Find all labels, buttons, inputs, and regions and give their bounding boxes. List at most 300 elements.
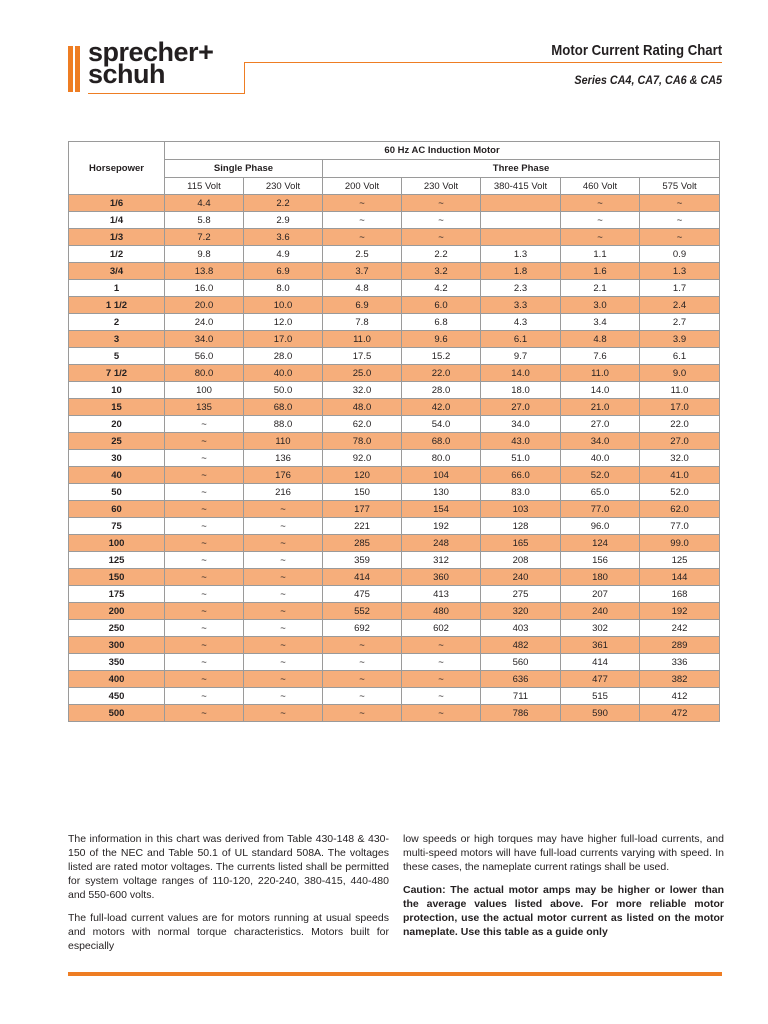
horsepower-cell: 1/3 (69, 229, 165, 246)
current-value-cell: 6.0 (402, 297, 481, 314)
current-value-cell: 20.0 (165, 297, 244, 314)
current-value-cell: 2.2 (402, 246, 481, 263)
current-value-cell: ~ (323, 212, 402, 229)
current-value-cell: 475 (323, 586, 402, 603)
current-value-cell: 6.8 (402, 314, 481, 331)
current-value-cell: 3.4 (561, 314, 640, 331)
table-row (69, 263, 720, 280)
current-value-cell: 50.0 (244, 382, 323, 399)
current-value-cell: 3.0 (561, 297, 640, 314)
current-value-cell: 8.0 (244, 280, 323, 297)
table-row (69, 399, 720, 416)
current-value-cell: 28.0 (244, 348, 323, 365)
current-value-cell: 66.0 (481, 467, 561, 484)
horsepower-cell: 1 1/2 (69, 297, 165, 314)
three-phase-header: Three Phase (323, 160, 720, 178)
current-value-cell: 34.0 (165, 331, 244, 348)
current-value-cell: 6.1 (640, 348, 720, 365)
current-value-cell: 3.9 (640, 331, 720, 348)
horsepower-cell: 3/4 (69, 263, 165, 280)
horsepower-cell: 7 1/2 (69, 365, 165, 382)
current-value-cell: 28.0 (402, 382, 481, 399)
horsepower-cell: 150 (69, 569, 165, 586)
current-value-cell: 6.9 (244, 263, 323, 280)
current-value-cell: 2.4 (640, 297, 720, 314)
current-value-cell: 43.0 (481, 433, 561, 450)
table-row (69, 569, 720, 586)
current-value-cell: 80.0 (402, 450, 481, 467)
current-value-cell: ~ (561, 195, 640, 212)
current-value-cell: 4.3 (481, 314, 561, 331)
current-value-cell: ~ (244, 518, 323, 535)
horsepower-cell: 5 (69, 348, 165, 365)
current-value-cell: 78.0 (323, 433, 402, 450)
current-value-cell: 11.0 (323, 331, 402, 348)
current-value-cell: 312 (402, 552, 481, 569)
current-value-cell: 1.6 (561, 263, 640, 280)
voltage-header-cell: 230 Volt (244, 178, 323, 195)
table-row (69, 501, 720, 518)
current-value-cell: 100 (165, 382, 244, 399)
horsepower-cell: 1 (69, 280, 165, 297)
footer-rule (68, 972, 722, 976)
current-value-cell: 2.7 (640, 314, 720, 331)
current-value-cell: 144 (640, 569, 720, 586)
table-row (69, 586, 720, 603)
current-value-cell: 302 (561, 620, 640, 637)
current-value-cell: ~ (244, 501, 323, 518)
current-value-cell: 68.0 (244, 399, 323, 416)
current-value-cell: ~ (402, 637, 481, 654)
current-value-cell: 92.0 (323, 450, 402, 467)
current-value-cell: 11.0 (561, 365, 640, 382)
horsepower-cell: 100 (69, 535, 165, 552)
note-paragraph-1: The information in this chart was derived from Table 430-148 & 430-150 of the NEC and Table 50.1 of UL standard 508A. The voltages listed are rated motor voltages. The currents listed shall be permitted for system voltage ranges of 110-120, 220-240, 380-415, 440-480 and 550-600 volts. (68, 833, 389, 901)
table-row (69, 637, 720, 654)
current-value-cell: 6.9 (323, 297, 402, 314)
horsepower-cell: 3 (69, 331, 165, 348)
horsepower-cell: 20 (69, 416, 165, 433)
current-value-cell: 602 (402, 620, 481, 637)
current-value-cell: 24.0 (165, 314, 244, 331)
current-value-cell: 3.6 (244, 229, 323, 246)
current-value-cell: 177 (323, 501, 402, 518)
current-value-cell: 103 (481, 501, 561, 518)
table-row (69, 433, 720, 450)
table-row (69, 518, 720, 535)
current-value-cell: 77.0 (640, 518, 720, 535)
current-value-cell: 17.0 (244, 331, 323, 348)
current-value-cell: 552 (323, 603, 402, 620)
current-value-cell: ~ (165, 586, 244, 603)
group-header: 60 Hz AC Induction Motor (165, 142, 720, 160)
current-value-cell: 414 (561, 654, 640, 671)
notes-left-column (68, 832, 389, 962)
current-value-cell: 336 (640, 654, 720, 671)
current-value-cell: 480 (402, 603, 481, 620)
current-value-cell: 2.1 (561, 280, 640, 297)
table-row (69, 654, 720, 671)
horsepower-cell: 350 (69, 654, 165, 671)
current-value-cell: 0.9 (640, 246, 720, 263)
current-value-cell: 1.3 (481, 246, 561, 263)
current-value-cell: 5.8 (165, 212, 244, 229)
current-value-cell: 7.8 (323, 314, 402, 331)
current-value-cell: 77.0 (561, 501, 640, 518)
horsepower-cell: 300 (69, 637, 165, 654)
current-value-cell: 382 (640, 671, 720, 688)
current-value-cell: 240 (481, 569, 561, 586)
horsepower-cell: 200 (69, 603, 165, 620)
current-value-cell: 9.0 (640, 365, 720, 382)
current-value-cell: 359 (323, 552, 402, 569)
current-value-cell: 360 (402, 569, 481, 586)
current-value-cell: ~ (165, 467, 244, 484)
current-value-cell: 48.0 (323, 399, 402, 416)
current-value-cell: ~ (323, 637, 402, 654)
current-value-cell: ~ (244, 586, 323, 603)
current-value-cell: ~ (323, 654, 402, 671)
current-value-cell: 9.6 (402, 331, 481, 348)
current-value-cell: 472 (640, 705, 720, 722)
current-value-cell: 4.8 (323, 280, 402, 297)
table-row (69, 348, 720, 365)
current-value-cell: 165 (481, 535, 561, 552)
current-value-cell: 2.9 (244, 212, 323, 229)
horsepower-cell: 25 (69, 433, 165, 450)
table-row (69, 212, 720, 229)
current-value-cell: 154 (402, 501, 481, 518)
current-value-cell: 7.2 (165, 229, 244, 246)
current-value-cell: 6.1 (481, 331, 561, 348)
current-value-cell: 11.0 (640, 382, 720, 399)
current-value-cell: ~ (244, 654, 323, 671)
current-value-cell: 786 (481, 705, 561, 722)
current-value-cell: ~ (165, 654, 244, 671)
current-value-cell: 477 (561, 671, 640, 688)
horsepower-cell: 250 (69, 620, 165, 637)
current-value-cell: ~ (323, 688, 402, 705)
current-value-cell: 4.4 (165, 195, 244, 212)
current-value-cell: 414 (323, 569, 402, 586)
current-value-cell: 3.3 (481, 297, 561, 314)
current-value-cell: ~ (165, 705, 244, 722)
current-value-cell: 80.0 (165, 365, 244, 382)
current-value-cell: 40.0 (244, 365, 323, 382)
horsepower-cell: 1/4 (69, 212, 165, 229)
current-value-cell: 32.0 (640, 450, 720, 467)
horsepower-cell: 60 (69, 501, 165, 518)
header-rule-lower (88, 93, 244, 94)
current-value-cell: ~ (323, 671, 402, 688)
current-value-cell: 14.0 (561, 382, 640, 399)
table-row (69, 246, 720, 263)
current-value-cell: 135 (165, 399, 244, 416)
current-value-cell: ~ (165, 569, 244, 586)
current-value-cell: 3.7 (323, 263, 402, 280)
current-value-cell: 62.0 (640, 501, 720, 518)
current-value-cell: ~ (402, 229, 481, 246)
horsepower-cell: 75 (69, 518, 165, 535)
horsepower-cell: 30 (69, 450, 165, 467)
horsepower-cell: 15 (69, 399, 165, 416)
current-value-cell: 136 (244, 450, 323, 467)
current-value-cell: ~ (244, 569, 323, 586)
current-value-cell: 27.0 (640, 433, 720, 450)
current-value-cell: 207 (561, 586, 640, 603)
current-value-cell: 1.8 (481, 263, 561, 280)
current-value-cell: 216 (244, 484, 323, 501)
current-value-cell: 413 (402, 586, 481, 603)
table-row (69, 450, 720, 467)
current-value-cell: 56.0 (165, 348, 244, 365)
table-row (69, 620, 720, 637)
note-paragraph-2: The full-load current values are for motors running at usual speeds and motors with normal torque characteristics. Motors built for especially (68, 912, 389, 952)
table-row (69, 331, 720, 348)
current-value-cell: ~ (640, 212, 720, 229)
horsepower-cell: 1/6 (69, 195, 165, 212)
current-value-cell: ~ (402, 195, 481, 212)
current-value-cell: 62.0 (323, 416, 402, 433)
logo-mark (68, 46, 82, 92)
current-value-cell: 120 (323, 467, 402, 484)
current-value-cell: 285 (323, 535, 402, 552)
table-row (69, 603, 720, 620)
current-value-cell: 27.0 (481, 399, 561, 416)
current-value-cell: 128 (481, 518, 561, 535)
current-value-cell: ~ (244, 552, 323, 569)
note-paragraph-3: low speeds or high torques may have higher full-load currents, and multi-speed motors will have full-load currents varying with speed. In these cases, the nameplate current ratings shall be used. (403, 833, 724, 873)
current-value-cell: 22.0 (402, 365, 481, 382)
table-row (69, 297, 720, 314)
current-value-cell: 25.0 (323, 365, 402, 382)
current-value-cell: ~ (244, 603, 323, 620)
current-value-cell: 208 (481, 552, 561, 569)
current-value-cell: 4.8 (561, 331, 640, 348)
table-row (69, 416, 720, 433)
table-row (69, 314, 720, 331)
current-value-cell: ~ (165, 671, 244, 688)
current-value-cell: 14.0 (481, 365, 561, 382)
current-value-cell: 124 (561, 535, 640, 552)
current-value-cell: 192 (402, 518, 481, 535)
current-value-cell: 2.2 (244, 195, 323, 212)
current-value-cell: 361 (561, 637, 640, 654)
voltage-header-row (69, 178, 720, 195)
current-value-cell: ~ (165, 535, 244, 552)
horsepower-cell: 175 (69, 586, 165, 603)
current-value-cell: 636 (481, 671, 561, 688)
current-value-cell: ~ (165, 501, 244, 518)
table-body (69, 195, 720, 722)
current-value-cell: 125 (640, 552, 720, 569)
current-value-cell: 130 (402, 484, 481, 501)
current-value-cell: 4.2 (402, 280, 481, 297)
horsepower-cell: 500 (69, 705, 165, 722)
table-row (69, 229, 720, 246)
current-value-cell: 12.0 (244, 314, 323, 331)
current-value-cell: ~ (323, 195, 402, 212)
current-value-cell: 156 (561, 552, 640, 569)
page-title: Motor Current Rating Chart (551, 42, 722, 59)
voltage-header-cell: 230 Volt (402, 178, 481, 195)
current-value-cell: ~ (323, 705, 402, 722)
current-value-cell: 176 (244, 467, 323, 484)
horsepower-cell: 40 (69, 467, 165, 484)
voltage-header-cell: 380-415 Volt (481, 178, 561, 195)
current-value-cell: 192 (640, 603, 720, 620)
table-row (69, 552, 720, 569)
current-value-cell: 65.0 (561, 484, 640, 501)
current-value-cell: 590 (561, 705, 640, 722)
current-value-cell: 40.0 (561, 450, 640, 467)
current-value-cell: 248 (402, 535, 481, 552)
current-value-cell: ~ (165, 688, 244, 705)
voltage-header-cell: 460 Volt (561, 178, 640, 195)
current-value-cell: 16.0 (165, 280, 244, 297)
notes-right-column (403, 832, 724, 948)
current-value-cell: 17.5 (323, 348, 402, 365)
caution-note: Caution: The actual motor amps may be higher or lower than the average values listed above. For more reliable motor protection, use the actual motor current as listed on the motor nameplate. Use this table as a guide only (403, 884, 724, 938)
current-value-cell: ~ (244, 620, 323, 637)
current-value-cell: 68.0 (402, 433, 481, 450)
current-value-cell: ~ (165, 552, 244, 569)
current-value-cell: 9.7 (481, 348, 561, 365)
current-value-cell: 110 (244, 433, 323, 450)
table-row (69, 195, 720, 212)
current-value-cell: 221 (323, 518, 402, 535)
current-value-cell: ~ (402, 671, 481, 688)
current-value-cell: 240 (561, 603, 640, 620)
current-value-cell: 41.0 (640, 467, 720, 484)
horsepower-cell: 10 (69, 382, 165, 399)
current-value-cell: ~ (244, 705, 323, 722)
current-value-cell: 99.0 (640, 535, 720, 552)
current-value-cell: 88.0 (244, 416, 323, 433)
voltage-header-cell: 575 Volt (640, 178, 720, 195)
table-row (69, 280, 720, 297)
current-value-cell: 2.3 (481, 280, 561, 297)
brand-logo (88, 37, 214, 89)
horsepower-cell: 125 (69, 552, 165, 569)
current-value-cell: ~ (561, 229, 640, 246)
current-value-cell: ~ (640, 195, 720, 212)
current-value-cell: 560 (481, 654, 561, 671)
current-value-cell: 168 (640, 586, 720, 603)
current-value-cell: ~ (165, 484, 244, 501)
current-value-cell: ~ (323, 229, 402, 246)
current-value-cell: 51.0 (481, 450, 561, 467)
current-value-cell: 17.0 (640, 399, 720, 416)
current-value-cell: 242 (640, 620, 720, 637)
current-value-cell: 275 (481, 586, 561, 603)
current-value-cell: 34.0 (561, 433, 640, 450)
current-value-cell: ~ (165, 518, 244, 535)
current-value-cell: 21.0 (561, 399, 640, 416)
current-value-cell: 22.0 (640, 416, 720, 433)
current-value-cell: 32.0 (323, 382, 402, 399)
current-value-cell: 13.8 (165, 263, 244, 280)
current-value-cell: 3.2 (402, 263, 481, 280)
current-value-cell: ~ (402, 212, 481, 229)
current-value-cell (481, 229, 561, 246)
current-value-cell: ~ (244, 535, 323, 552)
current-value-cell: ~ (402, 688, 481, 705)
current-value-cell: 1.1 (561, 246, 640, 263)
current-value-cell: 289 (640, 637, 720, 654)
current-value-cell: ~ (244, 688, 323, 705)
current-value-cell: ~ (165, 450, 244, 467)
current-value-cell: 320 (481, 603, 561, 620)
brand-logo-line2: schuh (88, 59, 166, 89)
current-value-cell: 27.0 (561, 416, 640, 433)
table-row (69, 535, 720, 552)
motor-current-table (68, 141, 720, 722)
current-value-cell (481, 195, 561, 212)
current-value-cell: 42.0 (402, 399, 481, 416)
current-value-cell: 15.2 (402, 348, 481, 365)
voltage-header-cell: 115 Volt (165, 178, 244, 195)
current-value-cell: ~ (402, 654, 481, 671)
current-value-cell: ~ (402, 705, 481, 722)
table-row (69, 671, 720, 688)
table-row (69, 705, 720, 722)
current-value-cell: 83.0 (481, 484, 561, 501)
current-value-cell: 711 (481, 688, 561, 705)
current-value-cell: ~ (165, 620, 244, 637)
table-row (69, 688, 720, 705)
current-value-cell (481, 212, 561, 229)
current-value-cell: 150 (323, 484, 402, 501)
horsepower-cell: 50 (69, 484, 165, 501)
current-value-cell: 4.9 (244, 246, 323, 263)
current-value-cell: ~ (640, 229, 720, 246)
table-row (69, 382, 720, 399)
current-value-cell: 412 (640, 688, 720, 705)
current-value-cell: 692 (323, 620, 402, 637)
current-value-cell: 403 (481, 620, 561, 637)
current-value-cell: ~ (165, 637, 244, 654)
current-value-cell: 52.0 (640, 484, 720, 501)
current-value-cell: 96.0 (561, 518, 640, 535)
current-value-cell: 52.0 (561, 467, 640, 484)
horsepower-cell: 2 (69, 314, 165, 331)
current-value-cell: ~ (244, 637, 323, 654)
current-value-cell: ~ (244, 671, 323, 688)
current-value-cell: ~ (165, 433, 244, 450)
horsepower-header: Horsepower (69, 142, 165, 195)
current-value-cell: ~ (165, 603, 244, 620)
horsepower-cell: 1/2 (69, 246, 165, 263)
current-value-cell: 1.7 (640, 280, 720, 297)
table-row (69, 467, 720, 484)
header-rule (244, 62, 722, 63)
table-row (69, 484, 720, 501)
current-value-cell: 54.0 (402, 416, 481, 433)
header-rule-vertical (244, 62, 245, 94)
current-value-cell: 10.0 (244, 297, 323, 314)
table-row (69, 365, 720, 382)
voltage-header-cell: 200 Volt (323, 178, 402, 195)
current-value-cell: 9.8 (165, 246, 244, 263)
current-value-cell: 2.5 (323, 246, 402, 263)
current-value-cell: 482 (481, 637, 561, 654)
current-value-cell: 34.0 (481, 416, 561, 433)
current-value-cell: 104 (402, 467, 481, 484)
horsepower-cell: 400 (69, 671, 165, 688)
current-value-cell: 1.3 (640, 263, 720, 280)
current-value-cell: 515 (561, 688, 640, 705)
